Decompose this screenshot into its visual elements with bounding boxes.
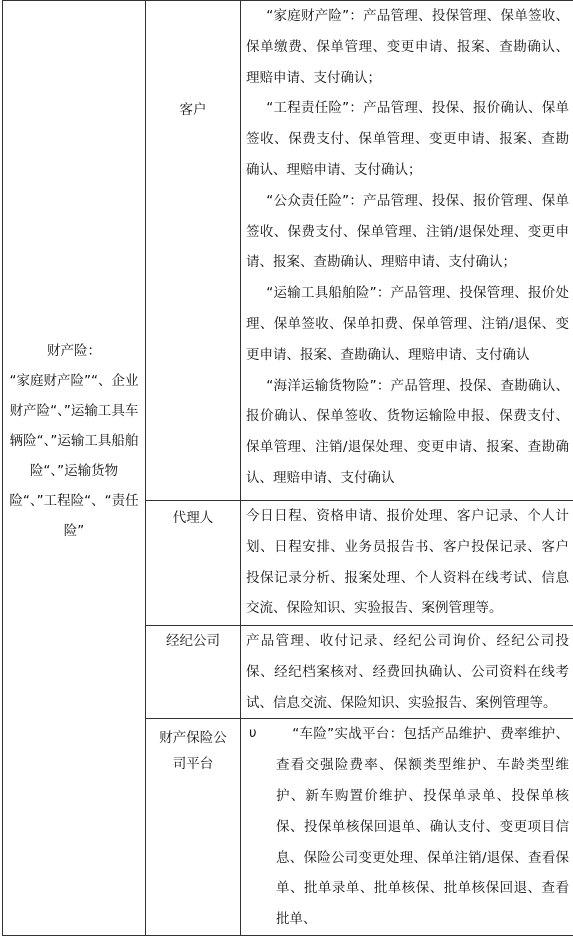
content-cell-customer <box>241 1 573 501</box>
agent-functions-text: 今日日程、资格申请、报价处理、客户记录、个人计划、日程安排、业务员报告书、客户投保记录、客户投保记录分析、报案处理、个人资料在线考试、信息交流、保险知识、实验报告、案例管理等。 <box>246 501 569 624</box>
role-label-agent: 代理人 <box>146 501 240 531</box>
table-row-customer <box>3 1 573 501</box>
role-label-broker: 经纪公司 <box>146 626 240 654</box>
paragraph-home-property: “家庭财产险”：产品管理、投保管理、保单签收、保单缴费、保单管理、变更申请、报案、查勘确认、理赔申请、支付确认； <box>246 1 569 93</box>
role-cell-customer <box>146 1 241 501</box>
role-cell-insurer-platform <box>146 719 241 936</box>
paragraph-vessel-insurance: “运输工具船舶险”：产品管理、投保管理、报价处理、保单签收、保单扣费、保单管理、注销/退保、变更申请、报案、查勘确认、理赔申请、支付确认 <box>246 278 569 370</box>
content-cell-insurer-platform <box>241 719 573 936</box>
auto-insurance-platform-text: “车险”实战平台：包括产品维护、费率维护、查看交强险费率、保额类型维护、车龄类型维护、新车购置价维护、投保单录单、投保单核保、投保单核保回退单、确认支付、变更项目信息、保险公司变更处理、保单注销/退保、查看保单、批单录单、批单核保、批单核保回退、查看批单、 <box>276 719 569 935</box>
broker-functions-text: 产品管理、收付记录、经纪公司询价、经纪公司投保、经纪档案核对、经费回执确认、公司资料在线考试、信息交流、保险知识、实验报告、案例管理等。 <box>246 626 569 718</box>
paragraph-marine-cargo: “海洋运输货物险”：产品管理、投保、查勘确认、报价确认、保单签收、货物运输险申报、保费支付、保单管理、注销/退保处理、变更申请、报案、查勘确认、理赔申请、支付确认 <box>246 371 569 494</box>
category-label: 财产险： “家庭财产险”“、企业财产险“、”运输工具车辆险“、”运输工具船舶险“、”运输货物险“、”工程险“、“责任险” <box>7 336 141 600</box>
role-label-insurer-platform: 财产保险公 司平台 <box>146 719 240 777</box>
paragraph-public-liability: “公众责任险”：产品管理、投保、报价管理、保单签收、保费支付、保单管理、注销/退保处理、变更申请、报案、查勘确认、理赔申请、支付确认； <box>246 186 569 278</box>
content-cell-broker <box>241 626 573 719</box>
bullet-item-auto-insurance <box>246 719 569 935</box>
feature-table <box>2 0 573 936</box>
category-cell <box>3 1 146 936</box>
role-cell-agent <box>146 501 241 626</box>
paragraph-engineering-liability: “工程责任险”：产品管理、投保、报价确认、保单签收、保费支付、保单管理、变更申请、报案、查勘确认、理赔申请、支付确认； <box>246 93 569 185</box>
role-label-customer: 客户 <box>146 1 240 123</box>
content-cell-agent <box>241 501 573 626</box>
bullet-icon: υ <box>249 719 257 750</box>
role-cell-broker <box>146 626 241 719</box>
